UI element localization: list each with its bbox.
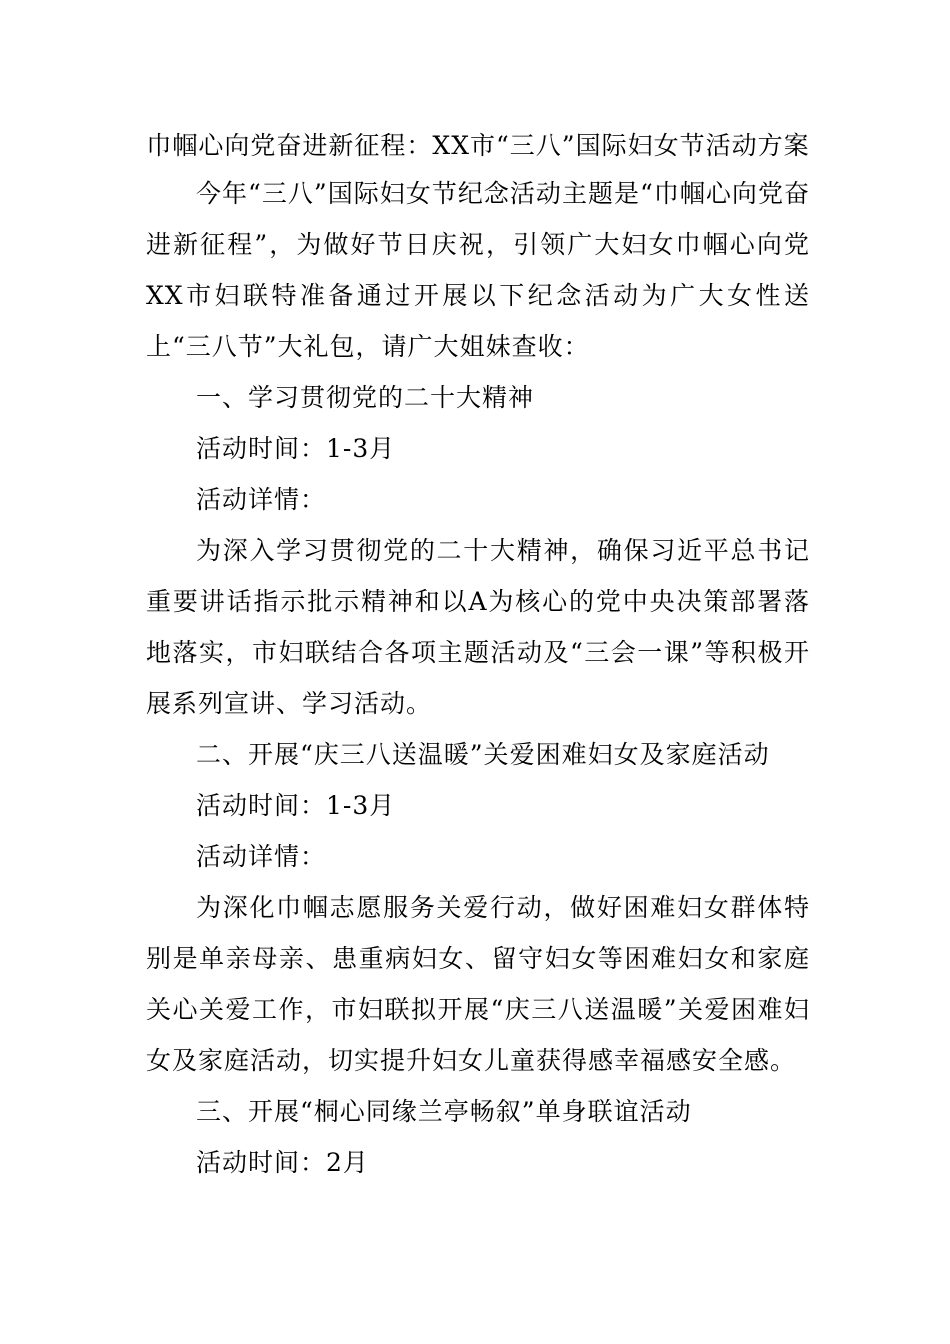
section-1-time: 活动时间：1-3月 bbox=[196, 434, 396, 463]
section-1-details: 为深入学习贯彻党的二十大精神，确保习近平总书记重要讲话指示批示精神和以A为核心的党中央决策部署落地落实，市妇联结合各项主题活动及“三会一课”等积极开展系列宣讲、学习活动。 bbox=[146, 536, 810, 718]
section-2-time: 活动时间：1-3月 bbox=[196, 791, 396, 820]
section-1-details-label: 活动详情： bbox=[196, 485, 327, 514]
section-2-details-label: 活动详情： bbox=[196, 842, 327, 871]
document-title: 巾帼心向党奋进新征程：XX市“三八”国际妇女节活动方案 bbox=[146, 131, 810, 160]
section-3-heading: 三、开展“桐心同缘兰亭畅叙”单身联谊活动 bbox=[196, 1097, 692, 1126]
section-2-details: 为深化巾帼志愿服务关爱行动，做好困难妇女群体特别是单亲母亲、患重病妇女、留守妇女等困难妇女和家庭关心关爱工作，市妇联拟开展“庆三八送温暖”关爱困难妇女及家庭活动，切实提升妇女儿童获得感幸福感安全感。 bbox=[146, 893, 810, 1075]
intro-paragraph: 今年“三八”国际妇女节纪念活动主题是“巾帼心向党奋进新征程”，为做好节日庆祝，引领广大妇女巾帼心向党XX市妇联特准备通过开展以下纪念活动为广大女性送上“三八节”大礼包，请广大姐妹查收： bbox=[146, 179, 810, 361]
document-page bbox=[146, 124, 810, 1188]
section-2-heading: 二、开展“庆三八送温暖”关爱困难妇女及家庭活动 bbox=[196, 740, 770, 769]
section-3-time: 活动时间：2月 bbox=[196, 1148, 369, 1177]
section-1-heading: 一、学习贯彻党的二十大精神 bbox=[196, 383, 535, 412]
